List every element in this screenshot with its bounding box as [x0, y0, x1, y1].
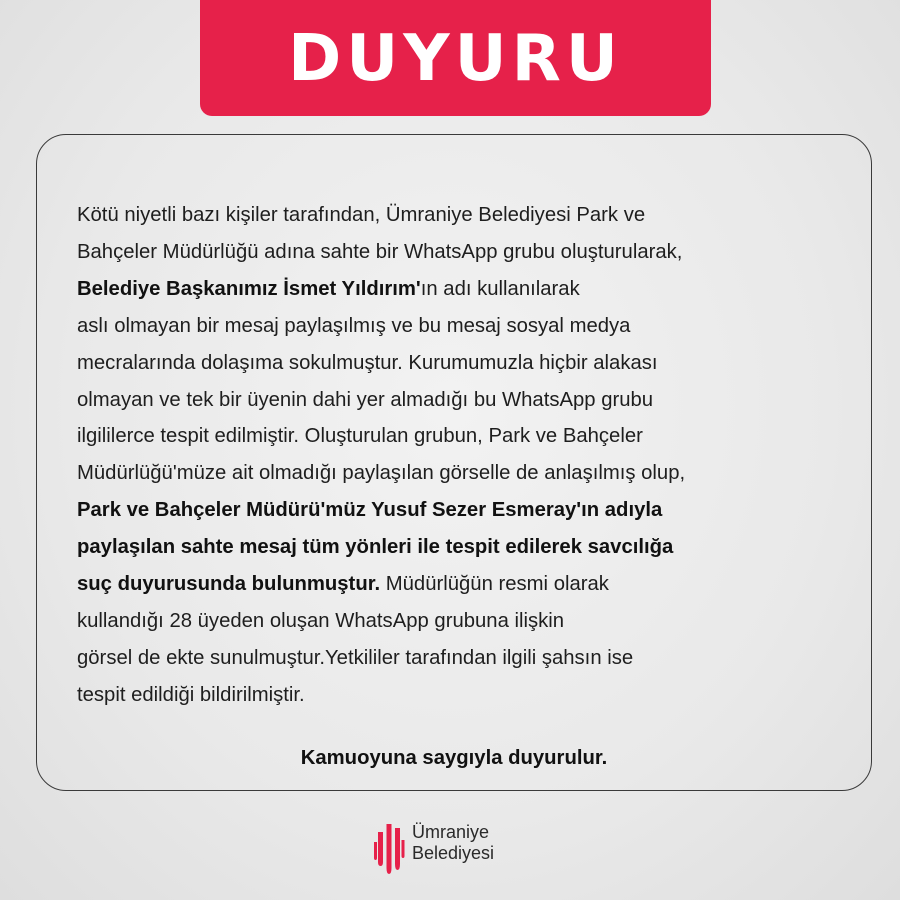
page-title: DUYURU: [288, 22, 623, 96]
bold-text: paylaşılan sahte mesaj tüm yönleri ile tespit edilerek savcılığa: [77, 536, 674, 559]
body-line: Kötü niyetli bazı kişiler tarafından, Ümraniye Belediyesi Park ve: [77, 204, 646, 226]
body-line: olmayan ve tek bir üyenin dahi yer almadığı bu WhatsApp grubu: [77, 388, 654, 411]
municipality-logo: [372, 818, 532, 878]
body-line: [77, 566, 837, 603]
body-line: kullandığı 28 üyeden oluşan WhatsApp grubuna ilişkin: [77, 609, 565, 632]
title-banner: [200, 0, 711, 116]
bold-text: suç duyurusunda bulunmuştur.: [77, 573, 381, 596]
logo-line-2: Belediyesi: [412, 843, 495, 863]
logo-wordmark: [412, 822, 494, 864]
body-line-rest: Müdürlüğün resmi olarak: [380, 573, 609, 596]
body-line-bold: [77, 492, 837, 529]
logo-line-1: Ümraniye: [412, 822, 490, 842]
mayor-name: Belediye Başkanımız İsmet Yıldırım': [77, 277, 421, 300]
body-line: Müdürlüğü'müze ait olmadığı paylaşılan görselle de anlaşılmış olup,: [77, 462, 686, 485]
body-line: tespit edildiği bildirilmiştir.: [77, 683, 305, 706]
body-line-rest: ın adı kullanılarak: [420, 277, 580, 300]
umraniye-logo-icon: [372, 818, 406, 876]
body-line: ilgililerce tespit edilmiştir. Oluşturulan grubun, Park ve Bahçeler: [77, 425, 643, 448]
announcement-body: [77, 197, 837, 714]
bold-text: Park ve Bahçeler Müdürü'müz Yusuf Sezer Esmeray'ın adıyla: [77, 499, 663, 522]
body-line: Bahçeler Müdürlüğü adına sahte bir WhatsApp grubu oluşturularak,: [77, 240, 683, 263]
body-line: mecralarında dolaşıma sokulmuştur. Kurumumuzla hiçbir alakası: [77, 351, 658, 374]
closing-statement: Kamuoyuna saygıyla duyurulur.: [300, 747, 608, 769]
body-line: görsel de ekte sunulmuştur.Yetkililer tarafından ilgili şahsın ise: [77, 646, 634, 669]
body-line: [77, 271, 837, 308]
body-line: aslı olmayan bir mesaj paylaşılmış ve bu mesaj sosyal medya: [77, 314, 631, 337]
body-line-bold: [77, 529, 837, 566]
announcement-card: [36, 134, 872, 791]
